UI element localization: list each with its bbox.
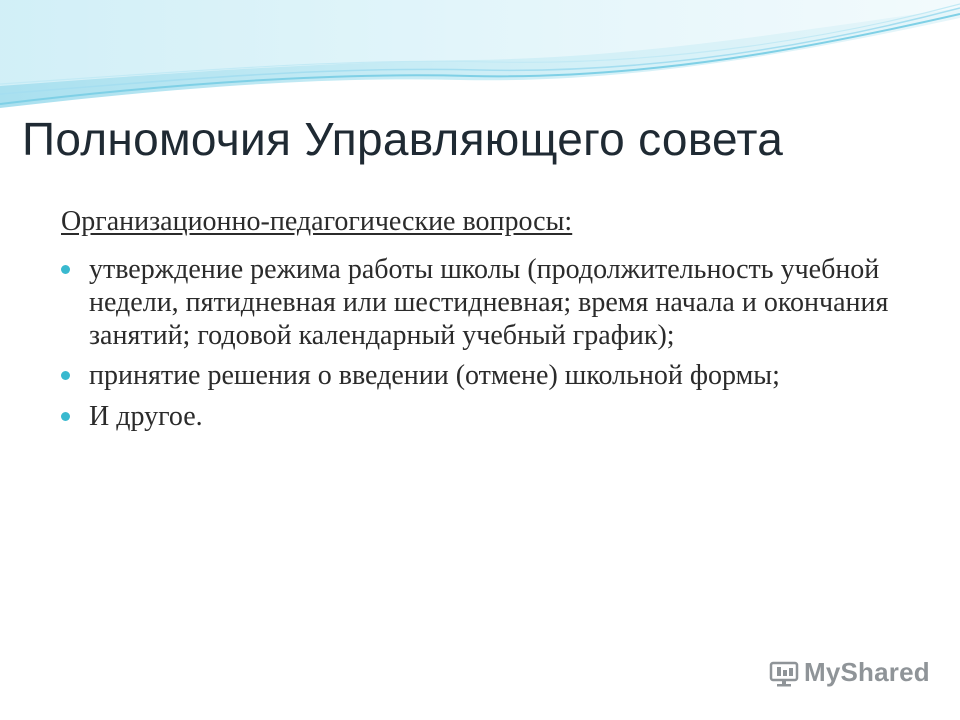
bullet-list (61, 254, 921, 442)
bullet-text: утверждение режима работы школы (продолжительность учебной недели, пятидневная или шестидневная; время начала и окончания занятий; годовой календарный учебный график); (89, 254, 889, 351)
bullet-item (61, 401, 921, 434)
bullet-dot-icon (61, 265, 70, 274)
bullet-text: принятие решения о введении (отмене) школьной формы; (89, 360, 780, 392)
bullet-item (61, 254, 921, 352)
presentation-board-icon (768, 659, 800, 687)
wave-decoration (0, 0, 960, 130)
myshared-watermark (768, 657, 930, 688)
bullet-dot-icon (61, 412, 70, 421)
bullet-text: И другое. (89, 401, 203, 432)
watermark-text: MyShared (804, 657, 930, 687)
bullet-item (61, 360, 921, 393)
bullet-dot-icon (61, 371, 70, 380)
page-title: Полномочия Управляющего совета (22, 113, 784, 165)
section-subtitle: Организационно-педагогические вопросы: (61, 206, 573, 237)
